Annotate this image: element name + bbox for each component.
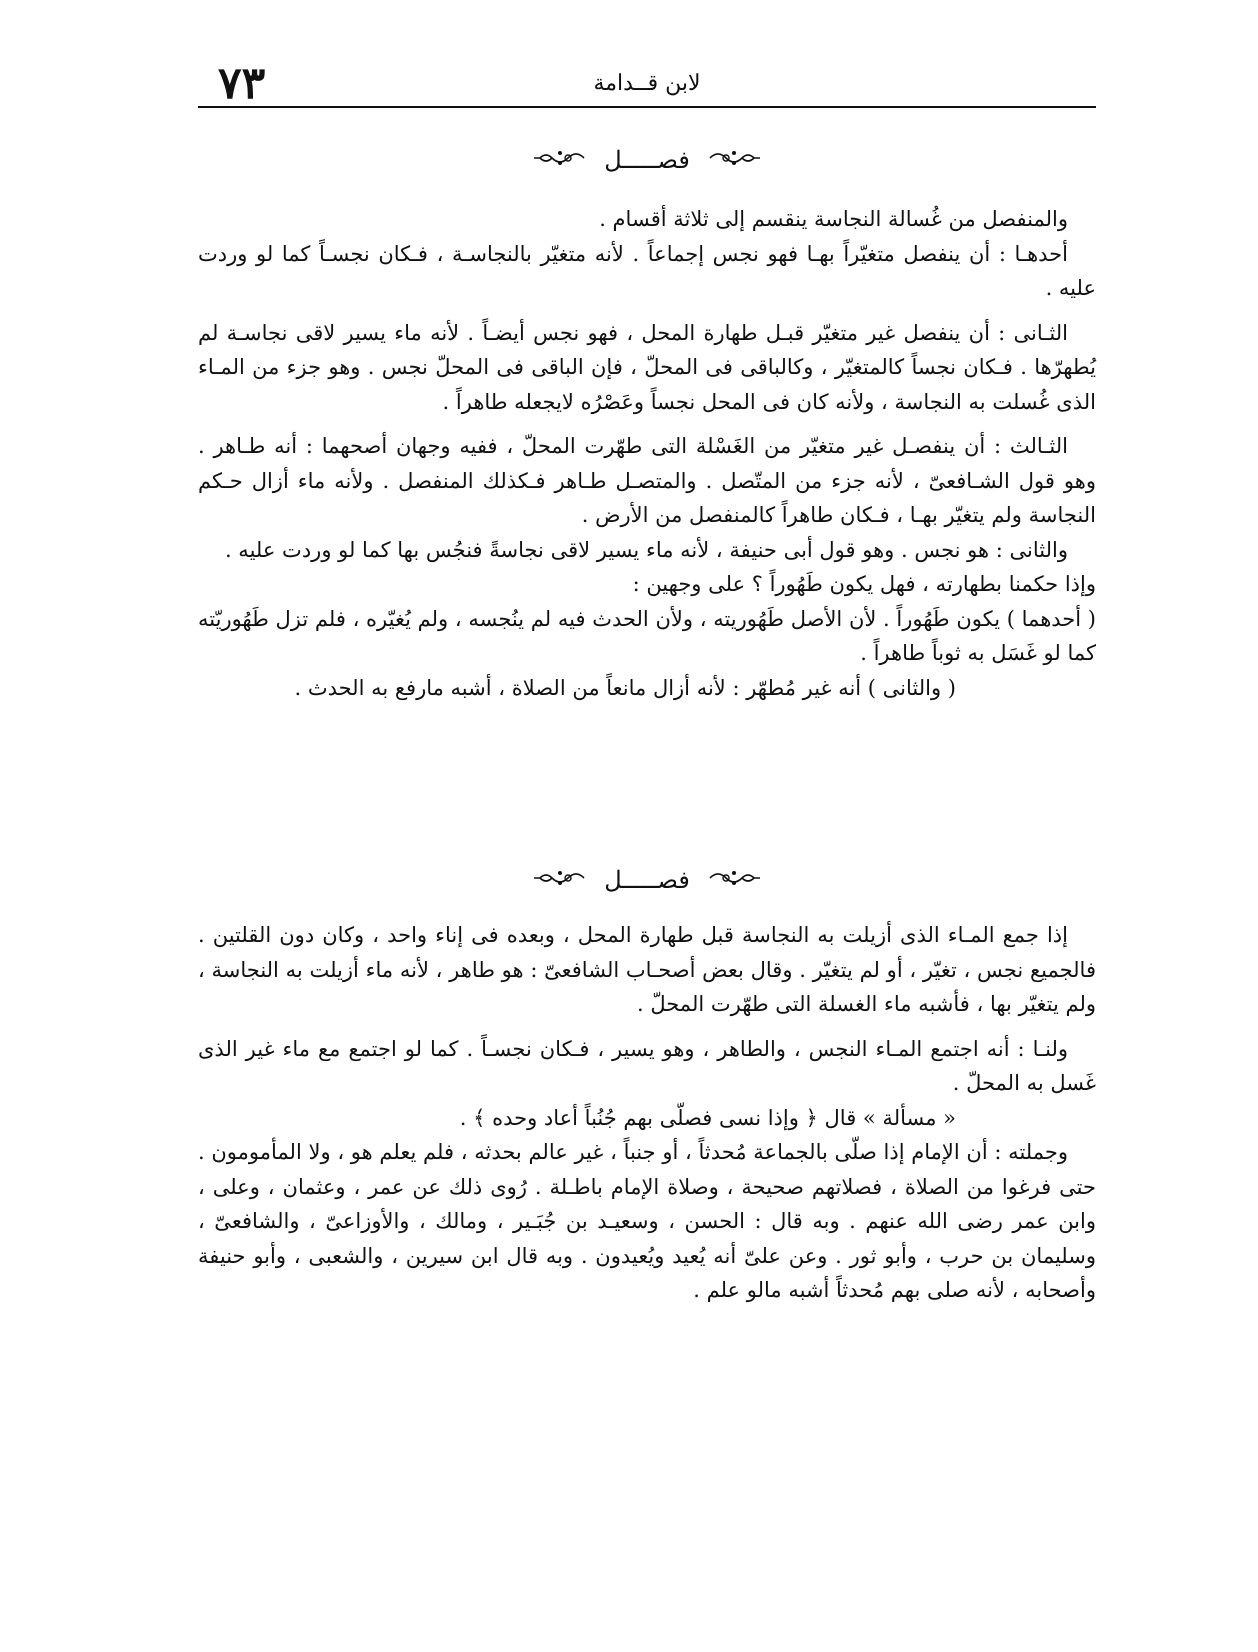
paragraph: « مسألة » قال ﴿ وإذا نسى فصلّى بهم جُنُباً أعاد وحده ﴾ . [459, 1105, 956, 1130]
paragraph: إذا جمع المـاء الذى أزيلت به النجاسة قبل طهارة المحل ، وبعده فى إناء واحد ، وكان دون القلتين . فالجميع نجس ، تغيّر ، أو لم يتغيّر . وقال بعض أصحـاب الشافعىّ : هو طاهر ، لأنه ماء أزيلت به النجاسة ، ولم يتغيّر بها ، فأشبه ماء الغسلة التى طهّرت المحلّ . [198, 923, 1096, 1016]
section-heading-label: فصـــــل [604, 866, 690, 894]
ornament-right-icon [708, 144, 762, 180]
section-heading-label: فصـــــل [604, 146, 690, 174]
page-header [198, 58, 1096, 110]
paragraph: وإذا حكمنا بطهارته ، فهل يكون طَهُوراً ؟ على وجهين : [632, 572, 1096, 596]
section-body-1 [198, 202, 1096, 705]
ornament-left-icon [532, 144, 586, 180]
paragraph: أحدهـا : أن ينفصل متغيّراً بهـا فهو نجس إجماعاً . لأنه متغيّر بالنجاسـة ، فـكان نجسـاً كما لو وردت عليه . [198, 241, 1096, 300]
ornament-right-icon [708, 864, 762, 900]
paragraph: الثـانى : أن ينفصل غير متغيّر قبـل طهارة المحل ، فهو نجس أيضـاً . لأنه ماء يسير لاقى نجاسـة لم يُطهرّها . فـكان نجساً كالمتغيّر ، وكالباقى فى المحلّ ، فإن الباقى فى المحلّ نجس . وهو جزء من المـاء الذى غُسلت به النجاسة ، ولأنه كان فى المحل نجساً وعَصْرُه لايجعله طاهراً . [198, 320, 1096, 414]
section-body-2 [198, 918, 1096, 1308]
paragraph: والثانى : هو نجس . وهو قول أبى حنيفة ، لأنه ماء يسير لاقى نجاسةً فنجُس بها كما لو وردت عليه . [224, 537, 1068, 562]
paragraph: ( والثانى ) أنه غير مُطهّر : لأنه أزال مانعاً من الصلاة ، أشبه مارفع به الحدث . [294, 675, 956, 700]
paragraph: ( أحدهما ) يكون طَهُوراً . لأن الأصل طَهُوريته ، ولأن الحدث فيه لم ينُجسه ، ولم يُغيّره ، فلم تزل طَهُوريّته كما لو غَسَل به ثوباً طاهراً . [198, 606, 1096, 665]
paragraph: الثـالث : أن ينفصـل غير متغيّر من الغَسْلة التى طهّرت المحلّ ، ففيه وجهان أصحهما : أنه طـاهر . وهو قول الشـافعىّ ، لأنه جزء من المتّصل . والمتصـل طـاهر فـكذلك المنفصل . ولأنه ماء أزال حـكم النجاسة ولم يتغيّر بهـا ، فـكان طاهراً كالمنفصل من الأرض . [198, 434, 1096, 527]
paragraph: وجملته : أن الإمام إذا صلّى بالجماعة مُحدثاً ، أو جنباً ، غير عالم بحدثه ، فلم يعلم هو ، ولا المأمومون . حتى فرغوا من الصلاة ، فصلاتهم صحيحة ، وصلاة الإمام باطـلة . رُوى ذلك عن عمر ، وعثمان ، وعلى ، وابن عمر رضى الله عنهم . وبه قال : الحسن ، وسعيـد بن جُبَـير ، ومالك ، والأوزاعىّ ، والشافعىّ ، وسليمان بن حرب ، وأبو ثور . وعن علىّ أنه يُعيد ويُعيدون . وبه قال ابن سيرين ، والشعبى ، وأبو حنيفة وأصحابه ، لأنه صلى بهم مُحدثاً أشبه مالو علم . [198, 1140, 1096, 1302]
paragraph: ولنـا : أنه اجتمع المـاء النجس ، والطاهر ، وهو يسير ، فـكان نجسـاً . كما لو اجتمع مع ماء غير الذى غَسل به المحلّ . [198, 1036, 1096, 1095]
section-heading-1 [198, 142, 1096, 180]
page-number: ٧٣ [218, 58, 266, 109]
running-title: لابن قــدامة [593, 71, 701, 96]
ornament-left-icon [532, 864, 586, 900]
header-rule [198, 106, 1096, 108]
section-heading-2 [198, 862, 1096, 900]
paragraph: والمنفصل من غُسالة النجاسة ينقسم إلى ثلاثة أقسام . [599, 207, 1068, 231]
